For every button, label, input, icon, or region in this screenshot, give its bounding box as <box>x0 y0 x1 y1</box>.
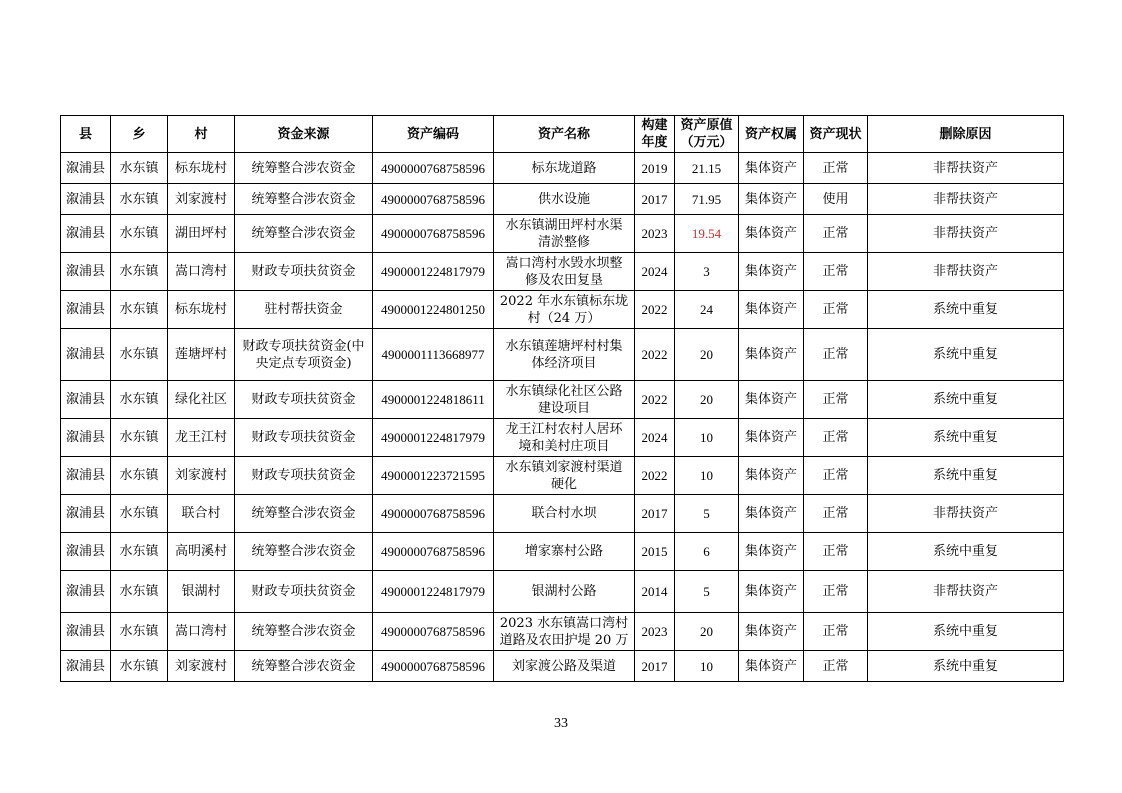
cell-deletion-reason: 非帮扶资产 <box>868 153 1064 184</box>
cell-village: 标东垅村 <box>168 153 235 184</box>
cell-fund-source: 统筹整合涉农资金 <box>235 153 373 184</box>
cell-fund-source: 统筹整合涉农资金 <box>235 184 373 215</box>
cell-original-value: 71.95 <box>675 184 739 215</box>
cell-village: 湖田坪村 <box>168 215 235 253</box>
table-row <box>61 253 1064 291</box>
cell-county: 溆浦县 <box>61 613 111 651</box>
cell-asset-name: 水东镇湖田坪村水渠 清淤整修 <box>494 215 635 253</box>
table-row <box>61 651 1064 682</box>
header-fund-source: 资金来源 <box>235 116 373 153</box>
header-original-value: 资产原值 （万元） <box>675 116 739 153</box>
cell-town: 水东镇 <box>111 184 168 215</box>
cell-county: 溆浦县 <box>61 533 111 571</box>
cell-deletion-reason: 系统中重复 <box>868 533 1064 571</box>
cell-deletion-reason: 系统中重复 <box>868 419 1064 457</box>
header-asset-name: 资产名称 <box>494 116 635 153</box>
cell-town: 水东镇 <box>111 533 168 571</box>
cell-ownership: 集体资产 <box>739 495 804 533</box>
cell-build-year: 2023 <box>635 215 675 253</box>
cell-county: 溆浦县 <box>61 153 111 184</box>
cell-deletion-reason: 系统中重复 <box>868 457 1064 495</box>
table-row <box>61 184 1064 215</box>
cell-status: 正常 <box>804 381 868 419</box>
cell-county: 溆浦县 <box>61 381 111 419</box>
header-deletion-reason: 删除原因 <box>868 116 1064 153</box>
cell-status: 正常 <box>804 533 868 571</box>
table-row <box>61 329 1064 381</box>
cell-asset-name: 供水设施 <box>494 184 635 215</box>
cell-asset-code: 4900000768758596 <box>373 495 494 533</box>
cell-town: 水东镇 <box>111 329 168 381</box>
cell-status: 正常 <box>804 291 868 329</box>
cell-town: 水东镇 <box>111 215 168 253</box>
cell-status: 正常 <box>804 329 868 381</box>
cell-asset-code: 4900001224817979 <box>373 419 494 457</box>
cell-town: 水东镇 <box>111 253 168 291</box>
cell-asset-code: 4900000768758596 <box>373 153 494 184</box>
cell-fund-source: 财政专项扶贫资金(中 央定点专项资金) <box>235 329 373 381</box>
cell-ownership: 集体资产 <box>739 651 804 682</box>
cell-village: 绿化社区 <box>168 381 235 419</box>
cell-ownership: 集体资产 <box>739 419 804 457</box>
cell-asset-name: 联合村水坝 <box>494 495 635 533</box>
cell-ownership: 集体资产 <box>739 613 804 651</box>
cell-status: 正常 <box>804 571 868 613</box>
cell-status: 使用 <box>804 184 868 215</box>
cell-original-value: 5 <box>675 495 739 533</box>
cell-county: 溆浦县 <box>61 457 111 495</box>
cell-build-year: 2022 <box>635 329 675 381</box>
cell-deletion-reason: 系统中重复 <box>868 381 1064 419</box>
cell-asset-name: 刘家渡公路及渠道 <box>494 651 635 682</box>
cell-town: 水东镇 <box>111 291 168 329</box>
asset-table <box>60 115 1064 682</box>
cell-status: 正常 <box>804 495 868 533</box>
cell-deletion-reason: 非帮扶资产 <box>868 253 1064 291</box>
cell-ownership: 集体资产 <box>739 215 804 253</box>
table-row <box>61 457 1064 495</box>
cell-asset-name: 龙王江村农村人居环 境和美村庄项目 <box>494 419 635 457</box>
cell-village: 刘家渡村 <box>168 457 235 495</box>
cell-asset-code: 4900001224817979 <box>373 253 494 291</box>
cell-status: 正常 <box>804 651 868 682</box>
cell-build-year: 2017 <box>635 651 675 682</box>
cell-fund-source: 财政专项扶贫资金 <box>235 381 373 419</box>
cell-town: 水东镇 <box>111 571 168 613</box>
table-row <box>61 291 1064 329</box>
cell-fund-source: 统筹整合涉农资金 <box>235 215 373 253</box>
table-header <box>61 116 1064 153</box>
cell-status: 正常 <box>804 253 868 291</box>
cell-village: 龙王江村 <box>168 419 235 457</box>
cell-deletion-reason: 非帮扶资产 <box>868 571 1064 613</box>
cell-status: 正常 <box>804 613 868 651</box>
header-build-year: 构建 年度 <box>635 116 675 153</box>
cell-original-value: 6 <box>675 533 739 571</box>
cell-asset-name: 2022 年水东镇标东垅 村（24 万） <box>494 291 635 329</box>
cell-original-value: 5 <box>675 571 739 613</box>
cell-original-value: 19.54 <box>675 215 739 253</box>
table-body <box>61 153 1064 682</box>
cell-county: 溆浦县 <box>61 571 111 613</box>
cell-county: 溆浦县 <box>61 651 111 682</box>
cell-fund-source: 统筹整合涉农资金 <box>235 613 373 651</box>
cell-town: 水东镇 <box>111 613 168 651</box>
cell-asset-code: 4900001224817979 <box>373 571 494 613</box>
cell-build-year: 2017 <box>635 184 675 215</box>
cell-original-value: 20 <box>675 381 739 419</box>
cell-ownership: 集体资产 <box>739 381 804 419</box>
cell-town: 水东镇 <box>111 651 168 682</box>
cell-deletion-reason: 系统中重复 <box>868 651 1064 682</box>
cell-asset-name: 水东镇绿化社区公路 建设项目 <box>494 381 635 419</box>
cell-county: 溆浦县 <box>61 419 111 457</box>
cell-original-value: 20 <box>675 613 739 651</box>
cell-ownership: 集体资产 <box>739 329 804 381</box>
cell-ownership: 集体资产 <box>739 184 804 215</box>
cell-village: 高明溪村 <box>168 533 235 571</box>
cell-village: 刘家渡村 <box>168 184 235 215</box>
cell-original-value: 10 <box>675 419 739 457</box>
cell-build-year: 2024 <box>635 419 675 457</box>
cell-status: 正常 <box>804 215 868 253</box>
cell-asset-name: 2023 水东镇嵩口湾村 道路及农田护堤 20 万 <box>494 613 635 651</box>
cell-deletion-reason: 非帮扶资产 <box>868 184 1064 215</box>
cell-status: 正常 <box>804 419 868 457</box>
cell-town: 水东镇 <box>111 381 168 419</box>
cell-original-value: 10 <box>675 651 739 682</box>
cell-asset-name: 标东垅道路 <box>494 153 635 184</box>
cell-town: 水东镇 <box>111 457 168 495</box>
cell-town: 水东镇 <box>111 153 168 184</box>
cell-ownership: 集体资产 <box>739 533 804 571</box>
cell-county: 溆浦县 <box>61 184 111 215</box>
cell-asset-name: 水东镇刘家渡村渠道 硬化 <box>494 457 635 495</box>
cell-asset-code: 4900000768758596 <box>373 184 494 215</box>
cell-ownership: 集体资产 <box>739 153 804 184</box>
cell-asset-code: 4900000768758596 <box>373 533 494 571</box>
cell-county: 溆浦县 <box>61 291 111 329</box>
cell-asset-name: 银湖村公路 <box>494 571 635 613</box>
cell-village: 嵩口湾村 <box>168 613 235 651</box>
cell-fund-source: 统筹整合涉农资金 <box>235 651 373 682</box>
cell-asset-code: 4900001223721595 <box>373 457 494 495</box>
cell-ownership: 集体资产 <box>739 291 804 329</box>
cell-fund-source: 统筹整合涉农资金 <box>235 495 373 533</box>
cell-asset-code: 4900000768758596 <box>373 613 494 651</box>
header-ownership: 资产权属 <box>739 116 804 153</box>
table-row <box>61 495 1064 533</box>
table-row <box>61 215 1064 253</box>
cell-town: 水东镇 <box>111 419 168 457</box>
cell-build-year: 2022 <box>635 291 675 329</box>
cell-village: 嵩口湾村 <box>168 253 235 291</box>
cell-fund-source: 驻村帮扶资金 <box>235 291 373 329</box>
cell-original-value: 10 <box>675 457 739 495</box>
cell-asset-code: 4900001224801250 <box>373 291 494 329</box>
cell-build-year: 2019 <box>635 153 675 184</box>
table-row <box>61 613 1064 651</box>
cell-build-year: 2014 <box>635 571 675 613</box>
cell-asset-name: 增家寨村公路 <box>494 533 635 571</box>
cell-county: 溆浦县 <box>61 329 111 381</box>
header-village: 村 <box>168 116 235 153</box>
cell-asset-code: 4900000768758596 <box>373 215 494 253</box>
header-asset-code: 资产编码 <box>373 116 494 153</box>
cell-village: 刘家渡村 <box>168 651 235 682</box>
cell-town: 水东镇 <box>111 495 168 533</box>
table-row <box>61 153 1064 184</box>
page-number: 33 <box>554 716 568 731</box>
header-status: 资产现状 <box>804 116 868 153</box>
header-county: 县 <box>61 116 111 153</box>
cell-build-year: 2024 <box>635 253 675 291</box>
header-row <box>61 116 1064 153</box>
cell-build-year: 2022 <box>635 457 675 495</box>
cell-county: 溆浦县 <box>61 215 111 253</box>
table-row <box>61 419 1064 457</box>
cell-deletion-reason: 非帮扶资产 <box>868 215 1064 253</box>
cell-asset-name: 嵩口湾村水毁水坝整 修及农田复垦 <box>494 253 635 291</box>
cell-asset-code: 4900000768758596 <box>373 651 494 682</box>
cell-fund-source: 财政专项扶贫资金 <box>235 457 373 495</box>
table-row <box>61 571 1064 613</box>
cell-status: 正常 <box>804 153 868 184</box>
cell-village: 联合村 <box>168 495 235 533</box>
cell-original-value: 21.15 <box>675 153 739 184</box>
cell-village: 莲塘坪村 <box>168 329 235 381</box>
cell-build-year: 2017 <box>635 495 675 533</box>
cell-asset-name: 水东镇莲塘坪村村集 体经济项目 <box>494 329 635 381</box>
cell-deletion-reason: 非帮扶资产 <box>868 495 1064 533</box>
header-town: 乡 <box>111 116 168 153</box>
table-row <box>61 381 1064 419</box>
cell-ownership: 集体资产 <box>739 571 804 613</box>
cell-original-value: 3 <box>675 253 739 291</box>
cell-county: 溆浦县 <box>61 495 111 533</box>
cell-asset-code: 4900001224818611 <box>373 381 494 419</box>
cell-fund-source: 财政专项扶贫资金 <box>235 419 373 457</box>
cell-original-value: 24 <box>675 291 739 329</box>
cell-original-value: 20 <box>675 329 739 381</box>
cell-status: 正常 <box>804 457 868 495</box>
cell-fund-source: 财政专项扶贫资金 <box>235 571 373 613</box>
table-row <box>61 533 1064 571</box>
cell-deletion-reason: 系统中重复 <box>868 291 1064 329</box>
cell-ownership: 集体资产 <box>739 457 804 495</box>
cell-asset-code: 4900001113668977 <box>373 329 494 381</box>
cell-village: 标东垅村 <box>168 291 235 329</box>
cell-village: 银湖村 <box>168 571 235 613</box>
cell-deletion-reason: 系统中重复 <box>868 613 1064 651</box>
cell-county: 溆浦县 <box>61 253 111 291</box>
cell-fund-source: 统筹整合涉农资金 <box>235 533 373 571</box>
cell-ownership: 集体资产 <box>739 253 804 291</box>
cell-build-year: 2015 <box>635 533 675 571</box>
cell-build-year: 2023 <box>635 613 675 651</box>
cell-deletion-reason: 系统中重复 <box>868 329 1064 381</box>
cell-build-year: 2022 <box>635 381 675 419</box>
cell-fund-source: 财政专项扶贫资金 <box>235 253 373 291</box>
